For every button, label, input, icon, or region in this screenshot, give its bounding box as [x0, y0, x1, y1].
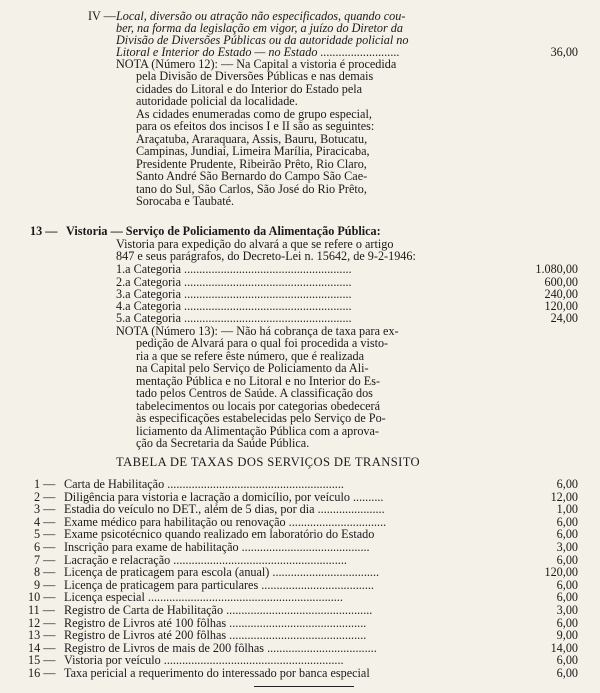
row-description: Licença de praticagem para particulares .....................................	[64, 578, 374, 592]
category-amount: 240,00	[544, 287, 578, 301]
row-description: Registro de Livros até 100 fôlhas .............................................	[64, 616, 367, 630]
row-number: 4 —	[34, 514, 56, 529]
section-13-title: Vistoria — Serviço de Policiamento da Alimentação Pública:	[66, 224, 381, 238]
section-iv-line: tano do Sul, São Carlos, São José do Rio Prêto,	[136, 182, 367, 196]
row-description: Registro de Carta de Habilitação ................................................	[64, 604, 373, 617]
section-13-note-line: mentação Pública e no Litoral e no Interior do Es-	[136, 374, 381, 388]
row-description: Inscrição para exame de habilitação ..........................................	[64, 541, 370, 554]
section-iv-line: Campinas, Jundiaí, Limeira Marília, Piracicaba,	[136, 144, 370, 158]
row-number: 16 —	[28, 666, 56, 680]
row-amount: 1,00	[556, 502, 578, 517]
row-description: Lacração e relacração .........................................................	[64, 553, 347, 567]
table-row	[0, 654, 600, 667]
row-amount: 6,00	[556, 527, 578, 542]
section-iv-amount: 36,00	[550, 45, 578, 59]
table-row	[0, 541, 600, 554]
section-iv-label: IV —	[88, 9, 116, 23]
table-row	[0, 566, 600, 579]
row-amount: 14,00	[550, 640, 578, 655]
row-description: Registro de Livros de mais de 200 fôlhas ....................................	[64, 641, 377, 655]
category-amount: 120,00	[544, 299, 578, 313]
table-row	[0, 642, 600, 655]
row-number: 13 —	[28, 628, 56, 643]
table-row	[0, 554, 600, 567]
row-amount: 3,00	[556, 603, 578, 617]
category-label: 5.a Categoria .......................................................	[116, 312, 352, 325]
section-iv-line: NOTA (Número 12): — Na Capital a vistoria é procedida	[116, 57, 397, 71]
section-13-note-line: tabelecimentos ou locais por categorias obedecerá	[136, 399, 380, 413]
row-number: 14 —	[28, 640, 56, 655]
section-13-note-line: ção da Secretaria da Saúde Pública.	[136, 436, 310, 450]
category-amount: 600,00	[544, 275, 578, 289]
section-13-note-line: pedição de Alvará para o qual foi procedida a visto-	[136, 336, 389, 350]
row-description: Taxa pericial a requerimento do interessado por banca especial	[64, 667, 370, 680]
row-number: 8 —	[34, 565, 56, 580]
section-13-note-line: na Capital pelo Serviço de Policiamento da Ali-	[136, 361, 369, 375]
table-row	[0, 516, 600, 529]
table-row	[0, 604, 600, 617]
section-13-note-line: NOTA (Número 13): — Não há cobrança de taxa para ex-	[116, 324, 399, 338]
table-row	[0, 579, 600, 592]
section-iv-line: pela Divisão de Diversões Públicas e nas demais	[136, 69, 374, 83]
section-13-intro	[0, 250, 600, 263]
category-label: 4.a Categoria .......................................................	[116, 300, 352, 313]
category-label: 2.a Categoria .......................................................	[116, 276, 352, 289]
section-iv-line: cidades do Litoral e do Interior do Estado pela	[136, 82, 363, 96]
category-label: 1.a Categoria .......................................................	[116, 263, 352, 276]
row-number: 9 —	[34, 577, 56, 592]
end-rule	[254, 686, 354, 687]
section-iv-line: para os efeitos dos incisos I e II são as seguintes:	[136, 119, 375, 133]
section-iv-line: Litoral e Interior do Estado — no Estado ..........................	[116, 46, 400, 59]
section-iv-line: Santo André São Bernardo do Campo São Cae-	[136, 169, 368, 183]
section-13-intro-line: Vistoria para expedição do alvará a que se refere o artigo	[116, 237, 394, 251]
row-description: Exame psicotécnico quando realizado em laboratório do Estado	[64, 528, 375, 542]
section-13-note-line: ria a que se refere êste número, que é realizada	[136, 349, 365, 363]
row-description: Vistoria por veículo ...........................................................	[64, 654, 344, 668]
row-description: Licença especial ................................................................	[64, 591, 343, 605]
table-row	[0, 528, 600, 541]
table-row	[0, 617, 600, 630]
row-amount: 6,00	[556, 666, 578, 680]
row-amount: 6,00	[556, 615, 578, 630]
section-iv-line: Local, diversão ou atração não especificados, quando cou-	[116, 9, 406, 23]
section-iv-line: Divisão de Diversões Públicas ou da autoridade policial no	[116, 33, 409, 47]
section-13-note-row	[0, 437, 600, 450]
row-amount: 12,00	[550, 489, 578, 504]
category-amount: 1.080,00	[535, 262, 578, 276]
transit-table-title: TABELA DE TAXAS DOS SERVIÇOS DE TRANSITO	[116, 455, 421, 469]
table-row	[0, 667, 600, 680]
row-number: 3 —	[34, 502, 56, 517]
table-row	[0, 478, 600, 491]
section-iv-line: Presidente Prudente, Ribeirão Prêto, Rio Claro,	[136, 157, 367, 171]
row-description: Exame médico para habilitação ou renovação ................................	[64, 515, 387, 529]
section-13-number: 13 —	[30, 224, 58, 238]
row-amount: 9,00	[556, 628, 578, 643]
section-13-note-line: liciamento da Alimentação Pública com a aprova-	[136, 424, 379, 438]
row-amount: 6,00	[556, 577, 578, 592]
table-row	[0, 591, 600, 604]
row-number: 12 —	[28, 615, 56, 630]
section-iv-line: autoridade policial da localidade.	[136, 94, 298, 108]
table-row	[0, 503, 600, 516]
row-amount: 6,00	[556, 590, 578, 605]
row-amount: 6,00	[556, 552, 578, 567]
row-description: Registro de Livros até 200 fôlhas .............................................	[64, 629, 367, 643]
table-row	[0, 629, 600, 642]
row-amount: 6,00	[556, 514, 578, 529]
row-number: 7 —	[34, 552, 56, 567]
row-amount: 3,00	[556, 540, 578, 554]
section-iv-line: Araçatuba, Araraquara, Assis, Bauru, Botucatu,	[136, 132, 368, 146]
row-description: Estadia do veículo no DET., além de 5 dias, por dia ......................	[64, 503, 385, 517]
section-iv-line: As cidades enumeradas como de grupo especial,	[136, 107, 372, 121]
category-label: 3.a Categoria .......................................................	[116, 288, 352, 301]
row-number: 6 —	[34, 540, 56, 554]
transit-table-title-row	[0, 456, 600, 469]
section-13-note-line: às especificações estabelecidas pelo Serviço de Po-	[136, 411, 386, 425]
category-amount: 24,00	[550, 311, 578, 325]
row-amount: 6,00	[556, 653, 578, 668]
row-description: Licença de praticagem para escola (anual) ...................................	[64, 566, 380, 580]
row-amount: 120,00	[544, 565, 578, 580]
row-description: Carta de Habilitação ..........................................................	[64, 478, 344, 491]
row-number: 11 —	[28, 603, 55, 617]
section-iv-row	[0, 195, 600, 208]
table-row	[0, 491, 600, 504]
section-iv-line: Sorocaba e Taubaté.	[136, 194, 235, 208]
row-number: 10 —	[28, 590, 56, 605]
row-number: 15 —	[28, 653, 56, 668]
section-13-note-line: tado pelos Centros de Saúde. A classificação dos	[136, 386, 373, 400]
row-description: Diligência para vistoria e lacração a domicílio, por veículo ..........	[64, 490, 384, 504]
row-amount: 6,00	[556, 477, 578, 491]
row-number: 2 —	[34, 489, 56, 504]
row-number: 5 —	[34, 527, 56, 542]
category-row	[0, 263, 600, 276]
row-number: 1 —	[34, 477, 56, 491]
section-iv-line: ber, na forma da legislação em vigor, a juízo do Diretor da	[116, 21, 403, 35]
section-13-intro-line: 847 e seus parágrafos, do Decreto-Lei n. 15642, de 9-2-1946:	[116, 249, 416, 263]
